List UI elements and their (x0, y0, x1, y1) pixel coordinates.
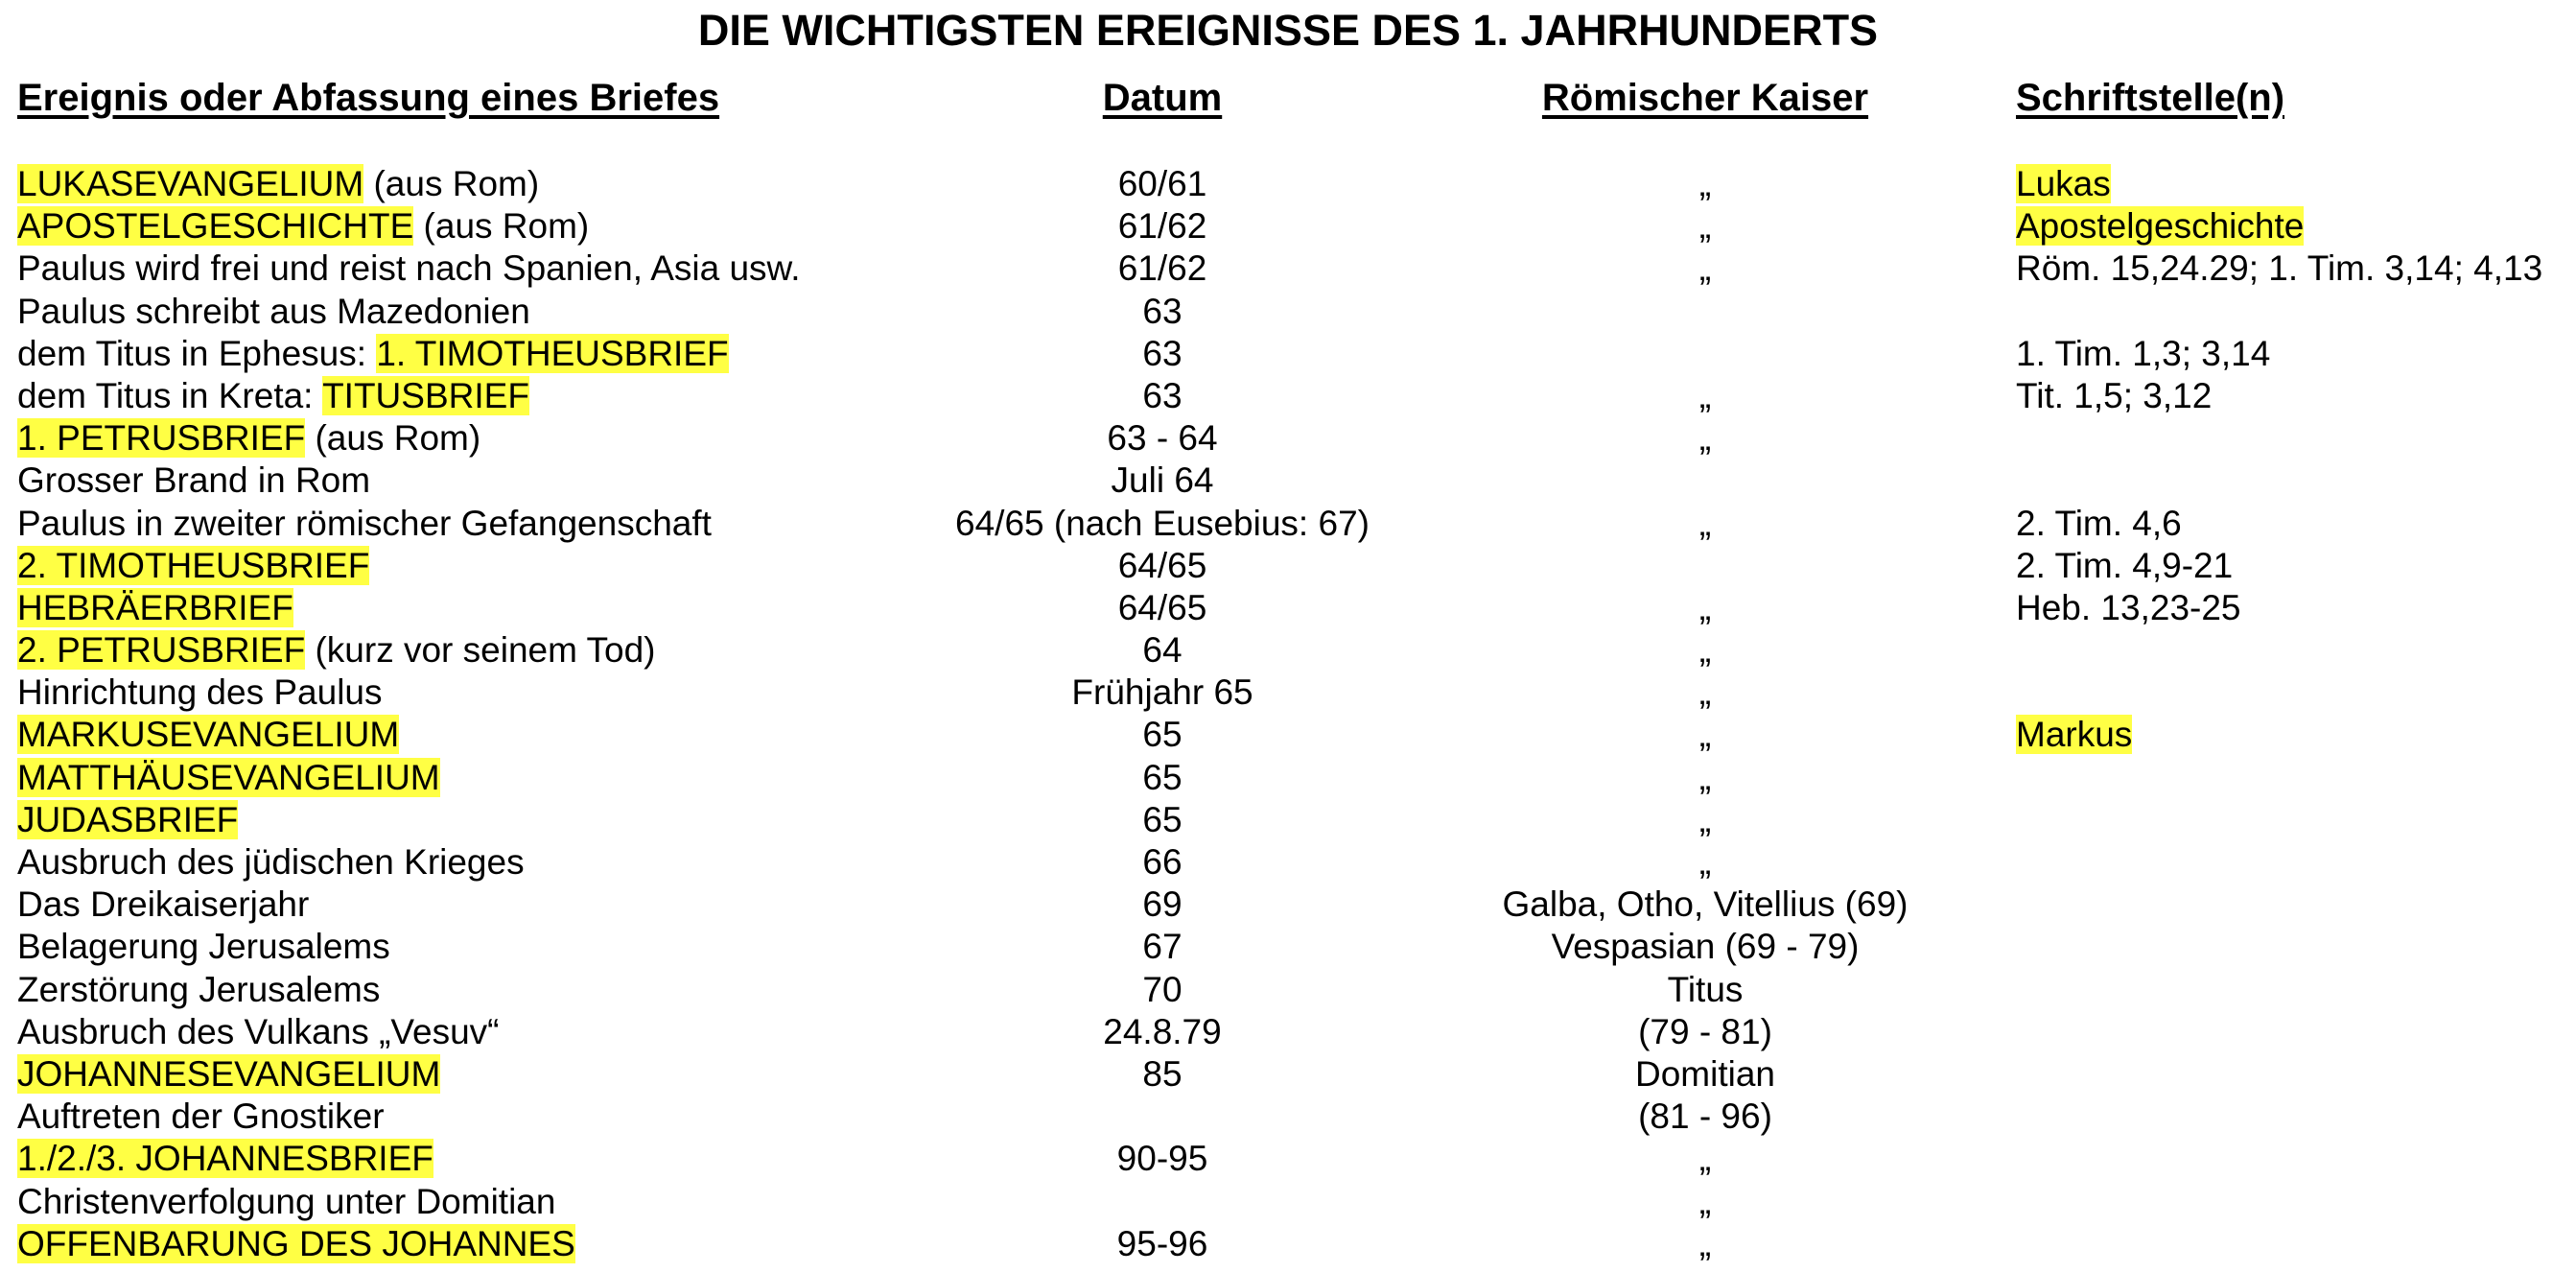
event-cell (17, 629, 656, 672)
event-highlight: 2. PETRUSBRIEF (17, 630, 306, 671)
emperor-cell: „ (1698, 1181, 1712, 1221)
table-row (0, 1053, 2576, 1096)
event-table (0, 163, 2576, 1265)
date-cell: 63 (1142, 333, 1183, 373)
table-row (0, 757, 2576, 799)
reference-cell (2016, 714, 2132, 756)
emperor-cell: (81 - 96) (1638, 1096, 1772, 1137)
table-row (0, 375, 2576, 417)
reference-text: 2. Tim. 4,6 (2016, 503, 2182, 543)
reference-text: Röm. 15,24.29; 1. Tim. 3,14; 4,13 (2016, 248, 2543, 289)
date-cell: Juli 64 (1111, 460, 1214, 501)
table-row (0, 248, 2576, 290)
emperor-cell: „ (1698, 375, 1712, 415)
date-cell: 24.8.79 (1103, 1011, 1222, 1051)
reference-text: Markus (2016, 715, 2133, 755)
date-cell: 65 (1142, 715, 1183, 755)
date-cell: 65 (1142, 757, 1183, 797)
table-row (0, 460, 2576, 502)
table-row (0, 841, 2576, 884)
reference-cell (2016, 503, 2182, 545)
table-row (0, 672, 2576, 714)
event-cell (17, 248, 801, 290)
event-cell (17, 926, 390, 968)
table-row (0, 417, 2576, 460)
event-text: Paulus schreibt aus Mazedonien (17, 291, 530, 331)
header-emperor: Römischer Kaiser (1541, 77, 1869, 119)
event-text: Hinrichtung des Paulus (17, 672, 383, 713)
emperor-cell: „ (1698, 630, 1712, 671)
event-text: Zerstörung Jerusalems (17, 969, 381, 1009)
event-cell (17, 757, 440, 799)
date-cell: 70 (1142, 969, 1183, 1009)
table-row (0, 1181, 2576, 1223)
event-text: Paulus in zweiter römischer Gefangenschaft (17, 503, 712, 543)
event-suffix: (aus Rom) (413, 206, 590, 247)
event-cell (17, 503, 712, 545)
reference-cell (2016, 163, 2111, 205)
reference-cell (2016, 587, 2241, 629)
event-cell (17, 799, 238, 841)
reference-cell (2016, 545, 2233, 587)
reference-text: 2. Tim. 4,9-21 (2016, 545, 2234, 585)
table-row (0, 587, 2576, 629)
date-cell: 64/65 (nach Eusebius: 67) (955, 503, 1370, 543)
event-text: Ausbruch des jüdischen Krieges (17, 842, 525, 882)
table-row (0, 629, 2576, 672)
table-row (0, 1138, 2576, 1180)
table-row (0, 884, 2576, 926)
event-highlight: TITUSBRIEF (322, 375, 529, 415)
date-cell: 67 (1142, 927, 1183, 967)
emperor-cell: Domitian (1635, 1053, 1775, 1094)
event-text: Paulus wird frei und reist nach Spanien, Asia usw. (17, 248, 801, 289)
table-row (0, 1223, 2576, 1265)
table-row (0, 205, 2576, 248)
event-cell (17, 545, 369, 587)
page-title: DIE WICHTIGSTEN EREIGNISSE DES 1. JAHRHUNDERTS (697, 6, 1879, 55)
table-row (0, 291, 2576, 333)
reference-text: Lukas (2016, 164, 2111, 203)
emperor-cell: „ (1698, 1223, 1712, 1263)
event-highlight: 1. TIMOTHEUSBRIEF (376, 333, 729, 373)
event-highlight: 2. TIMOTHEUSBRIEF (17, 545, 370, 585)
event-text: dem Titus in Ephesus: (17, 333, 377, 373)
event-highlight: 1./2./3. JOHANNESBRIEF (17, 1139, 433, 1179)
event-cell (17, 672, 383, 714)
header-event: Ereignis oder Abfassung eines Briefes (17, 77, 720, 119)
emperor-cell: „ (1698, 587, 1712, 627)
reference-cell (2016, 333, 2270, 375)
event-cell (17, 205, 589, 248)
event-cell (17, 291, 530, 333)
date-cell: 60/61 (1117, 164, 1207, 203)
event-cell (17, 884, 309, 926)
event-cell (17, 333, 729, 375)
emperor-cell: „ (1698, 164, 1712, 203)
date-cell: 66 (1142, 842, 1183, 882)
date-cell: 64/65 (1117, 545, 1207, 585)
date-cell: 69 (1142, 884, 1183, 925)
emperor-cell: „ (1698, 715, 1712, 755)
event-highlight: JOHANNESEVANGELIUM (17, 1053, 441, 1094)
date-cell: 64 (1142, 630, 1183, 671)
event-cell (17, 460, 370, 502)
event-highlight: MARKUSEVANGELIUM (17, 715, 400, 755)
event-cell (17, 1011, 500, 1053)
table-row (0, 1011, 2576, 1053)
event-suffix: (aus Rom) (363, 164, 540, 203)
event-cell (17, 1223, 575, 1265)
reference-text: Apostelgeschichte (2016, 206, 2305, 247)
reference-text: Tit. 1,5; 3,12 (2016, 375, 2213, 415)
event-cell (17, 163, 539, 205)
event-text: Das Dreikaiserjahr (17, 884, 310, 925)
reference-text: Heb. 13,23-25 (2016, 587, 2241, 627)
date-cell: Frühjahr 65 (1071, 672, 1253, 713)
date-cell: 65 (1142, 799, 1183, 839)
header-reference: Schriftstelle(n) (2016, 77, 2285, 119)
emperor-cell: „ (1698, 248, 1712, 289)
event-highlight: HEBRÄERBRIEF (17, 587, 293, 627)
event-cell (17, 969, 380, 1011)
emperor-cell: „ (1698, 418, 1712, 459)
event-highlight: JUDASBRIEF (17, 799, 239, 839)
table-row (0, 545, 2576, 587)
event-cell (17, 714, 399, 756)
event-text: Ausbruch des Vulkans „Vesuv“ (17, 1011, 500, 1051)
table-row (0, 799, 2576, 841)
date-cell: 90-95 (1116, 1139, 1208, 1179)
reference-cell (2016, 375, 2212, 417)
table-row (0, 969, 2576, 1011)
table-row (0, 926, 2576, 968)
date-cell: 63 (1142, 375, 1183, 415)
event-highlight: 1. PETRUSBRIEF (17, 418, 306, 459)
event-cell (17, 1181, 555, 1223)
reference-text: 1. Tim. 1,3; 3,14 (2016, 333, 2271, 373)
reference-cell (2016, 205, 2304, 248)
emperor-cell: „ (1698, 842, 1712, 882)
emperor-cell: „ (1698, 503, 1712, 543)
event-highlight: OFFENBARUNG DES JOHANNES (17, 1223, 575, 1263)
event-suffix: (aus Rom) (305, 418, 481, 459)
event-highlight: APOSTELGESCHICHTE (17, 206, 414, 247)
date-cell: 61/62 (1117, 248, 1207, 289)
date-cell: 95-96 (1116, 1223, 1208, 1263)
date-cell: 63 - 64 (1107, 418, 1218, 459)
table-row (0, 333, 2576, 375)
date-cell: 64/65 (1117, 587, 1207, 627)
event-text: Christenverfolgung unter Domitian (17, 1181, 556, 1221)
event-cell (17, 375, 529, 417)
emperor-cell: „ (1698, 757, 1712, 797)
event-cell (17, 1096, 385, 1138)
event-highlight: MATTHÄUSEVANGELIUM (17, 757, 440, 797)
emperor-cell: „ (1698, 1139, 1712, 1179)
table-row (0, 163, 2576, 205)
event-cell (17, 417, 480, 460)
table-row (0, 1096, 2576, 1138)
event-text: Auftreten der Gnostiker (17, 1096, 385, 1137)
emperor-cell: „ (1698, 206, 1712, 247)
event-suffix: (kurz vor seinem Tod) (305, 630, 656, 671)
event-highlight: LUKASEVANGELIUM (17, 164, 364, 203)
emperor-cell: „ (1698, 799, 1712, 839)
emperor-cell: (79 - 81) (1638, 1011, 1772, 1051)
event-text: Belagerung Jerusalems (17, 927, 390, 967)
event-text: dem Titus in Kreta: (17, 375, 323, 415)
emperor-cell: „ (1698, 672, 1712, 713)
reference-cell (2016, 248, 2542, 290)
event-cell (17, 841, 525, 884)
date-cell: 61/62 (1117, 206, 1207, 247)
emperor-cell: Titus (1667, 969, 1744, 1009)
event-cell (17, 1053, 440, 1096)
emperor-cell: Galba, Otho, Vitellius (69) (1502, 884, 1909, 925)
event-cell (17, 587, 293, 629)
table-row (0, 503, 2576, 545)
date-cell: 63 (1142, 291, 1183, 331)
emperor-cell: Vespasian (69 - 79) (1551, 927, 1860, 967)
header-date: Datum (1102, 77, 1223, 119)
table-row (0, 714, 2576, 756)
event-cell (17, 1138, 433, 1180)
event-text: Grosser Brand in Rom (17, 460, 371, 501)
date-cell: 85 (1142, 1053, 1183, 1094)
